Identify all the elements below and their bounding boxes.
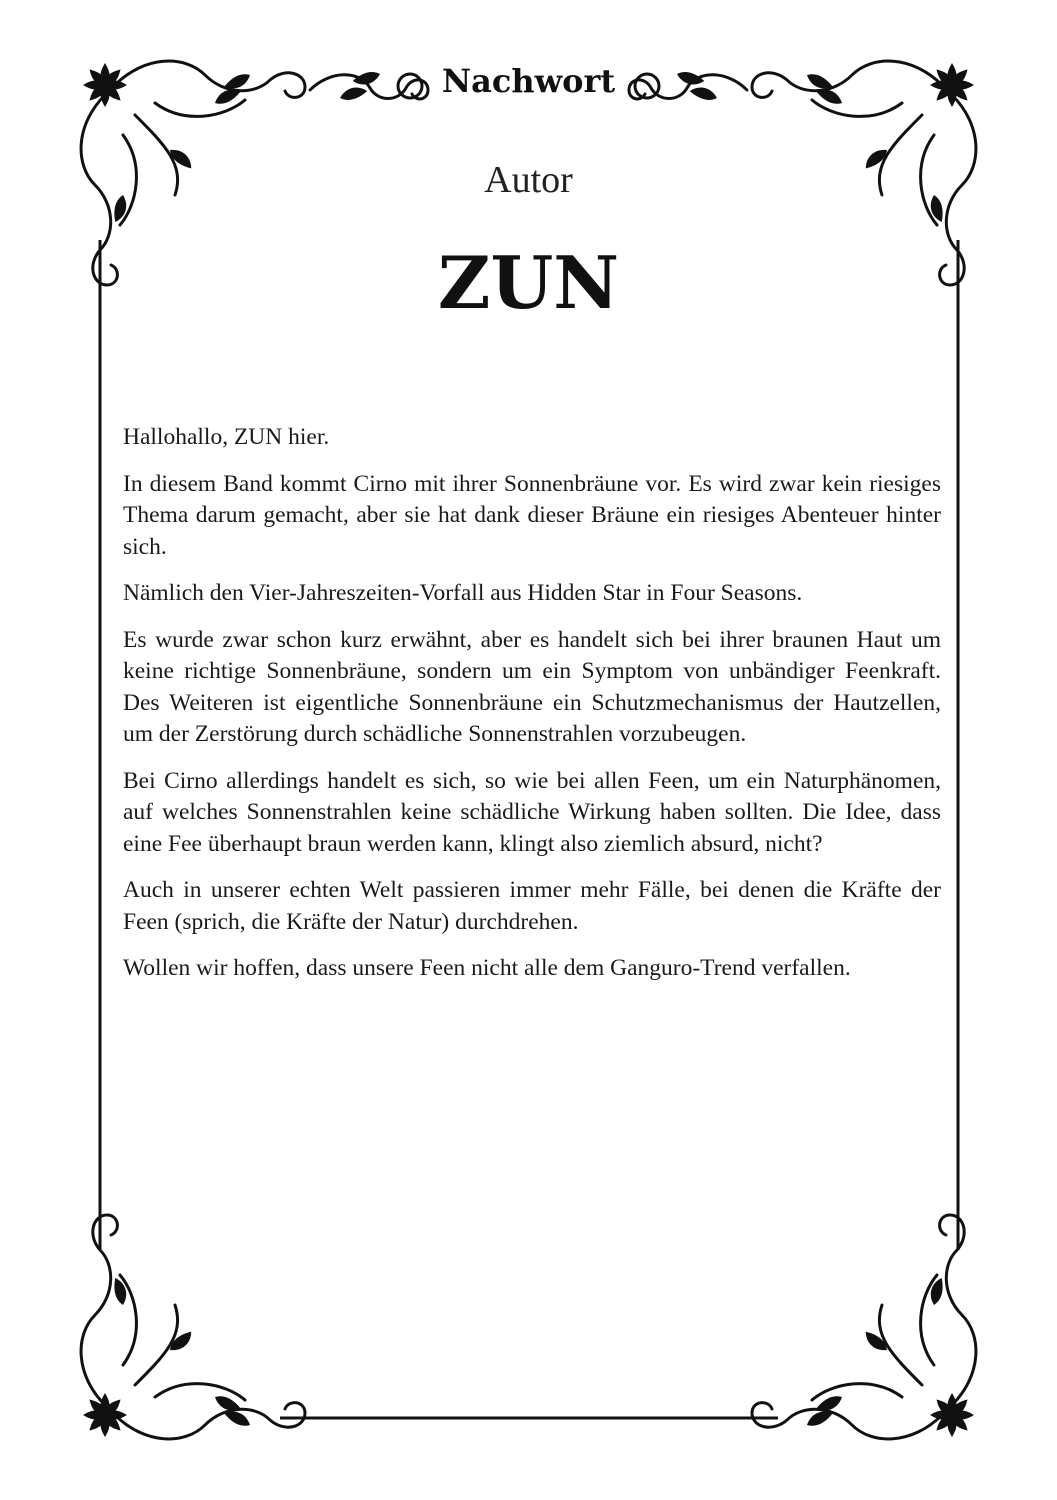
paragraph: In diesem Band kommt Cirno mit ihrer Sonnenbräune vor. Es wird zwar kein riesiges Thema darum gemacht, aber sie hat dank dieser Bräune ein riesiges Abenteuer hinter sich. — [123, 470, 941, 560]
paragraph: Bei Cirno allerdings handelt es sich, so wie bei allen Feen, um ein Naturphänomen, auf welches Sonnenstrahlen keine schädliche Wirkung haben sollten. Die Idee, dass eine Fee überhaupt braun werden kann, klingt also ziemlich absurd, nicht? — [123, 767, 941, 857]
corner-ornament-bottom-left — [81, 1215, 305, 1439]
paragraph: Nämlich den Vier-Jahreszeiten-Vorfall aus Hidden Star in Four Seasons. — [123, 580, 803, 606]
author-name: ZUN — [437, 240, 620, 325]
corner-ornament-bottom-right — [752, 1215, 976, 1439]
paragraph: Auch in unserer echten Welt passieren immer mehr Fälle, bei denen die Kräfte der Feen (sprich, die Kräfte der Natur) durchdrehen. — [123, 877, 941, 935]
afterword-text — [123, 422, 941, 1000]
paragraph: Wollen wir hoffen, dass unsere Feen nicht alle dem Ganguro-Trend verfallen. — [123, 955, 851, 981]
paragraph: Hallohallo, ZUN hier. — [123, 424, 330, 450]
page-heading: Nachwort — [441, 62, 616, 100]
author-role-label: Autor — [484, 159, 573, 201]
paragraph: Es wurde zwar schon kurz erwähnt, aber es handelt sich bei ihrer braunen Haut um keine richtige Sonnenbräune, sondern um ein Symptom von unbändiger Feenkraft. Des Weiteren ist eigentliche Sonnenbräune ein Schutzmechanismus der Hautzellen, um der Zerstörung durch schädliche Sonnenstrahlen vorzubeugen. — [123, 626, 941, 747]
